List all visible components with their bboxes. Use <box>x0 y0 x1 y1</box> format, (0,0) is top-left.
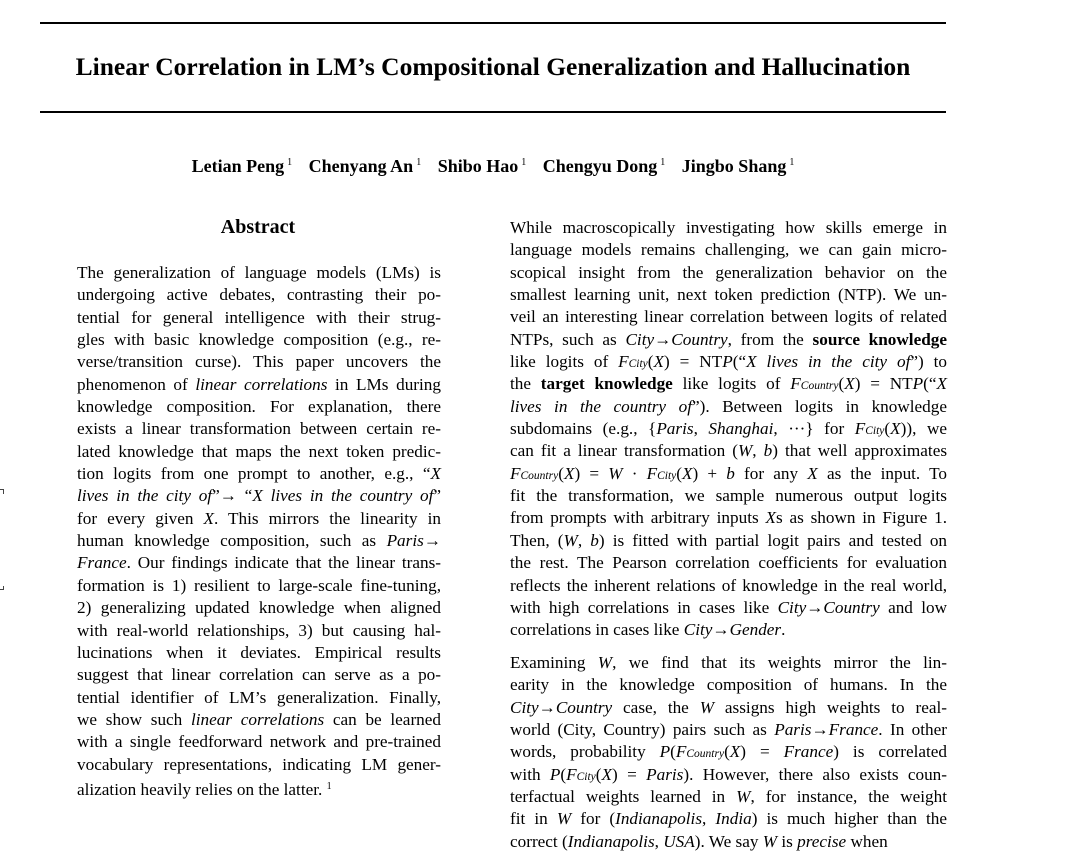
text-line: alization heavily relies on the latter. $^1$ <box>77 779 332 799</box>
text-line: for every given X. This mirrors the linearity in <box>77 508 441 528</box>
text-line: lives in the city of”→ “X lives in the country of” <box>77 486 441 506</box>
text-line: fit the transformation, we sample numerous output logits <box>510 486 947 506</box>
margin-crop-mark <box>0 489 4 490</box>
text-line: the rest. The Pearson correlation coefficients for evaluation <box>510 553 947 573</box>
text-line: like logits of FCity(X) = NTP(“X lives in the city of”) to <box>510 352 948 372</box>
text-line: lives in the country of”). Between logits in knowledge <box>510 396 947 416</box>
text-line: undergoing active debates, contrasting their po- <box>77 285 441 305</box>
abstract-body <box>77 262 441 798</box>
text-line: The generalization of language models (LMs) is <box>77 263 441 282</box>
text-line: FCountry(X) = W · FCity(X) + b for any X as the input. To <box>510 463 947 483</box>
text-line: tential identifier of LM’s generalization. Finally, <box>77 687 441 707</box>
text-line: with real-world relationships, 3) but causing hal- <box>77 620 441 640</box>
text-line: veil an interesting linear correlation between logits of related <box>510 307 947 327</box>
text-line: 2) generalizing updated knowledge when aligned <box>77 598 441 618</box>
text-line: lated knowledge that maps the next token predic- <box>77 441 441 461</box>
text-line: formation is 1) resilient to large-scale fine-tuning, <box>77 575 441 595</box>
text-line: correlations in cases like City→Gender. <box>510 620 786 640</box>
intro-paragraph-1 <box>510 217 947 642</box>
text-line: earity in the knowledge composition of humans. In the <box>510 675 947 695</box>
text-line: terfactual weights learned in W, for instance, the weight <box>510 787 947 807</box>
text-line: France. Our findings indicate that the linear trans- <box>77 553 441 573</box>
text-line: can fit a linear transformation (W, b) that well approximates <box>510 441 948 461</box>
text-line: knowledge composition. For explanation, there <box>77 397 441 417</box>
text-line: human knowledge composition, such as Paris→ <box>77 531 441 551</box>
text-line: City→Country case, the W assigns high weights to real- <box>510 697 947 717</box>
text-line: While macroscopically investigating how skills emerge in <box>510 218 947 237</box>
text-line: world (City, Country) pairs such as Paris→France. In other <box>510 720 947 740</box>
text-line: with P(FCity(X) = Paris). However, there also exists coun- <box>510 764 947 784</box>
text-line: smallest learning unit, next token prediction (NTP). We un- <box>510 285 947 305</box>
paper-title: Linear Correlation in LM’s Compositional Generalization and Hallucination <box>75 52 911 81</box>
intro-paragraph-2 <box>510 652 947 853</box>
abstract-heading: Abstract <box>220 216 296 238</box>
text-line: with a single feedforward network and pre-trained <box>77 732 441 752</box>
text-line: lucinations when it deviates. Empirical results <box>77 642 441 662</box>
text-line: with high correlations in cases like City→Country and low <box>510 597 947 617</box>
author: Jingbo Shang $^1$ <box>681 156 795 176</box>
author: Letian Peng $^1$ <box>191 156 293 176</box>
title-bottom-rule <box>40 111 946 113</box>
author: Chengyu Dong $^1$ <box>542 156 666 176</box>
text-line: fit in W for (Indianapolis, India) is much higher than the <box>510 809 948 829</box>
text-line: Examining W, we find that its weights mirror the lin- <box>510 653 947 672</box>
text-line: scopical insight from the generalization behavior on the <box>510 262 947 282</box>
text-line: NTPs, such as City→Country, from the source knowledge <box>510 329 947 349</box>
margin-crop-mark <box>0 589 4 590</box>
text-line: the target knowledge like logits of FCountry(X) = NTP(“X <box>510 374 947 394</box>
text-line: phenomenon of linear correlations in LMs during <box>77 374 441 394</box>
text-line: we show such linear correlations can be learned <box>77 709 441 729</box>
author: Shibo Hao $^1$ <box>437 156 527 176</box>
text-line: suggest that linear correlation can serve as a po- <box>77 665 441 685</box>
text-line: words, probability P(FCountry(X) = France) is correlated <box>510 742 948 762</box>
text-line: vocabulary representations, indicating LM gener- <box>77 754 441 774</box>
text-line: tential for general intelligence with their strug- <box>77 307 441 327</box>
text-line: Then, (W, b) is fitted with partial logit pairs and tested on <box>510 530 948 550</box>
top-rule <box>40 22 946 24</box>
text-line: gles with basic knowledge composition (e.g., re- <box>77 330 441 350</box>
text-line: subdomains (e.g., {Paris, Shanghai, ···} for FCity(X)), we <box>510 419 947 439</box>
text-line: reflects the inherent relations of knowledge in the real world, <box>510 575 947 595</box>
text-line: correct (Indianapolis, USA). We say W is precise when <box>510 831 888 851</box>
text-line: exists a linear transformation between certain re- <box>77 419 441 439</box>
text-line: tion logits from one prompt to another, e.g., “X <box>77 464 441 484</box>
text-line: verse/transition curse). This paper uncovers the <box>77 352 441 372</box>
author-list <box>0 150 986 179</box>
text-line: language models remains challenging, we can gain micro- <box>510 240 947 260</box>
text-line: from prompts with arbitrary inputs Xs as shown in Figure 1. <box>510 508 947 528</box>
author: Chenyang An $^1$ <box>308 156 422 176</box>
